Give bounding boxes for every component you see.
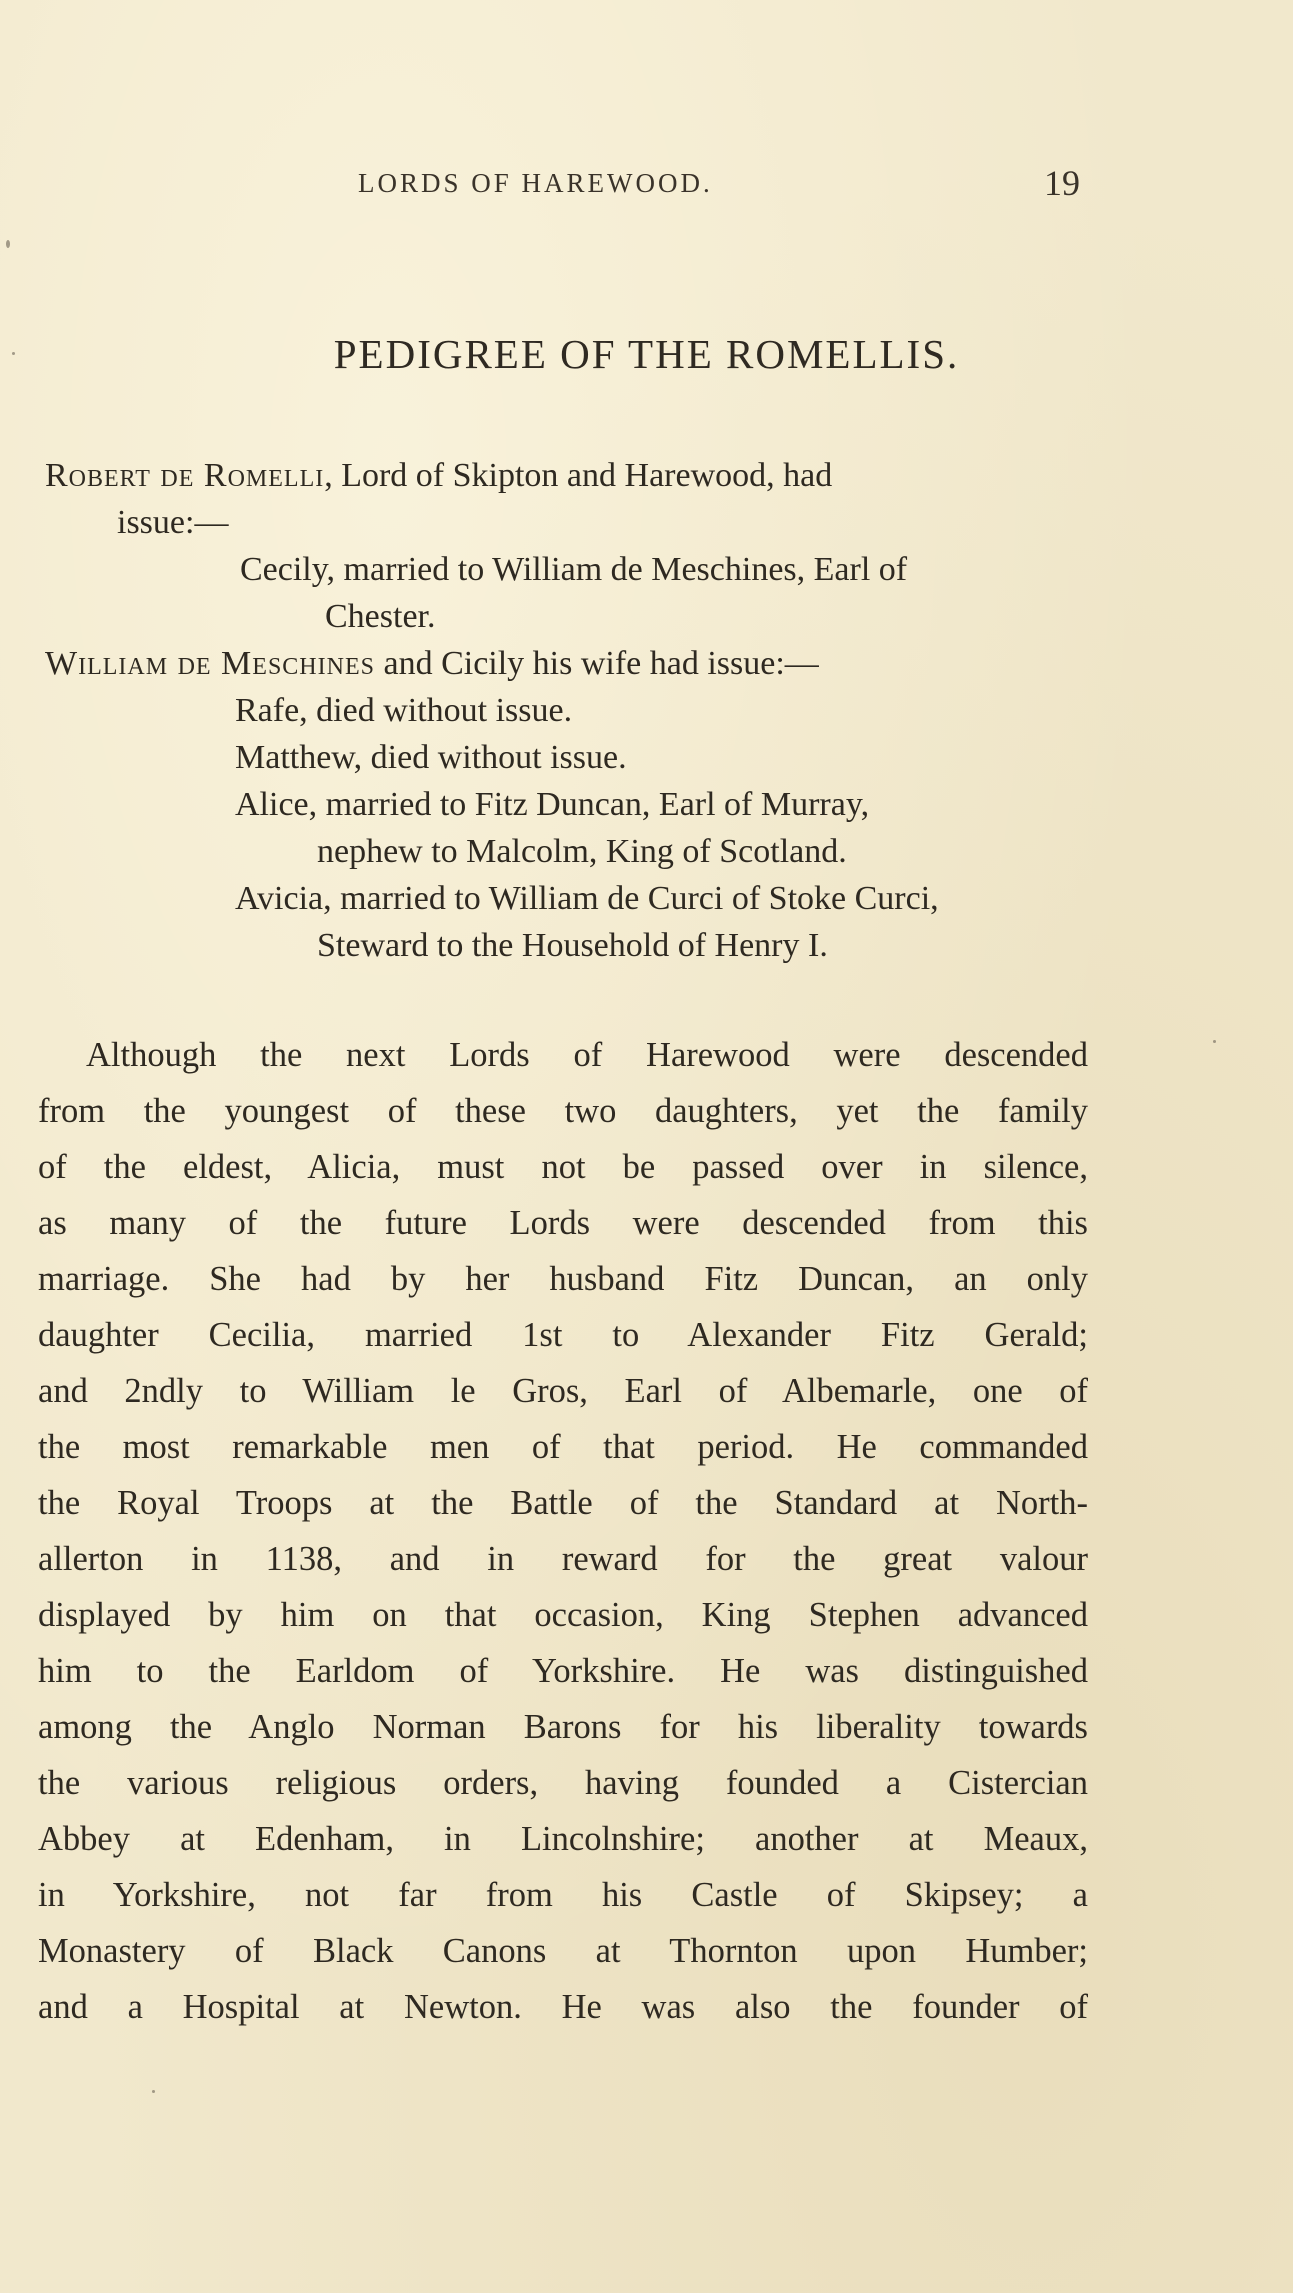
body-line: the most remarkable men of that period. He commanded — [38, 1428, 1088, 1466]
pedigree-line — [45, 452, 1090, 499]
pedigree-line: Matthew, died without issue. — [235, 739, 627, 776]
person-name: Robert de Romelli — [45, 457, 325, 494]
pedigree-text: , Lord of Skipton and Harewood, had — [324, 457, 833, 494]
running-title: LORDS OF HAREWOOD. — [358, 168, 713, 198]
body-line: the Royal Troops at the Battle of the Standard at North- — [38, 1484, 1088, 1522]
body-line: and 2ndly to William le Gros, Earl of Albemarle, one of — [38, 1372, 1088, 1410]
body-line: allerton in 1138, and in reward for the great valour — [38, 1540, 1088, 1578]
body-line: in Yorkshire, not far from his Castle of Skipsey; a — [38, 1876, 1088, 1914]
body-line: him to the Earldom of Yorkshire. He was distinguished — [38, 1652, 1088, 1690]
page-title: PEDIGREE OF THE ROMELLIS. — [333, 331, 960, 377]
paper-speck — [1213, 1040, 1216, 1043]
body-line: Abbey at Edenham, in Lincolnshire; another at Meaux, — [38, 1820, 1088, 1858]
body-line: from the youngest of these two daughters, yet the family — [38, 1092, 1088, 1130]
pedigree-line: Avicia, married to William de Curci of Stoke Curci, — [235, 880, 939, 917]
pedigree-line: nephew to Malcolm, King of Scotland. — [317, 833, 847, 870]
pedigree-line: Rafe, died without issue. — [235, 692, 573, 729]
page-header — [350, 163, 1090, 208]
pedigree-list — [45, 452, 1090, 969]
paper-speck — [152, 2090, 155, 2093]
body-line: among the Anglo Norman Barons for his liberality towards — [38, 1708, 1088, 1746]
body-line: and a Hospital at Newton. He was also the founder of — [38, 1988, 1088, 2026]
paper-speck — [12, 352, 15, 355]
pedigree-text: and Cicily his wife had issue:— — [374, 645, 819, 682]
page-number: 19 — [1044, 163, 1080, 203]
pedigree-line: Cecily, married to William de Meschines, Earl of — [240, 551, 908, 588]
pedigree-line — [45, 640, 1090, 687]
pedigree-line: Steward to the Household of Henry I. — [317, 927, 828, 964]
body-line: marriage. She had by her husband Fitz Duncan, an only — [38, 1260, 1088, 1298]
paper-speck — [6, 240, 10, 248]
body-line: displayed by him on that occasion, King Stephen advanced — [38, 1596, 1088, 1634]
pedigree-line: issue:— — [117, 504, 229, 541]
pedigree-line: Chester. — [325, 598, 436, 635]
person-name: William de Meschines — [45, 645, 375, 682]
body-line: Monastery of Black Canons at Thornton upon Humber; — [38, 1932, 1088, 1970]
body-line: Although the next Lords of Harewood were descended — [86, 1036, 1088, 1074]
body-line: of the eldest, Alicia, must not be passed over in silence, — [38, 1148, 1088, 1186]
pedigree-line: Alice, married to Fitz Duncan, Earl of Murray, — [235, 786, 870, 823]
body-line: daughter Cecilia, married 1st to Alexander Fitz Gerald; — [38, 1316, 1088, 1354]
body-line: the various religious orders, having founded a Cistercian — [38, 1764, 1088, 1802]
body-line: as many of the future Lords were descended from this — [38, 1204, 1088, 1242]
body-paragraph — [38, 1027, 1088, 2035]
